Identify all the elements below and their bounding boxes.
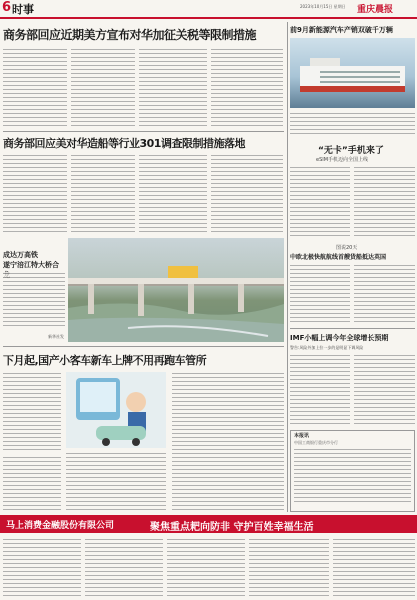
ad-banner-title: 马上消费金融股份有限公司: [6, 521, 115, 531]
second-body-col-2: [71, 154, 135, 234]
minicar-headline: 下月起,国产小客车新车上牌不用再跑车管所: [3, 354, 207, 367]
divider: [3, 131, 284, 132]
china-europe-headline: 中欧北极快航航线首艘货船抵达英国: [290, 254, 387, 261]
column-divider: [287, 22, 288, 512]
imf-body-col-1: [290, 354, 350, 424]
imf-subhead: 警告:风险外加上拉一步的是明显下调风险: [290, 345, 364, 350]
imf-body-col-2: [354, 354, 415, 424]
consumer-body-col-3: [167, 538, 245, 598]
second-body-col-3: [139, 154, 207, 234]
ad-banner: [0, 515, 417, 533]
car-ship-photo: [290, 38, 415, 108]
second-body-col-4: [211, 154, 283, 234]
lead-body-col-4: [211, 48, 283, 128]
divider: [3, 346, 284, 347]
car-illustration: [66, 372, 166, 448]
minicar-body-col-0: [3, 456, 61, 510]
car-ship-headline: 前9月新能源汽车产销双破千万辆: [290, 26, 393, 34]
bridge-caption-body: [3, 272, 65, 328]
date-line: 2023年10月15日 星期日: [300, 4, 346, 9]
brief-label: 中国工商银行重庆市分行: [294, 440, 338, 445]
minicar-caption-body: [66, 452, 166, 510]
bridge-caption-title: 成达万高铁: [3, 251, 38, 259]
cargo-ship: [290, 38, 415, 108]
section-name: 时事: [12, 3, 34, 16]
bridge-photo-credit: 新华社发: [48, 334, 64, 339]
consumer-headline: 聚焦重点耙向防非 守护百姓幸福生活: [150, 522, 314, 533]
brand-logo: 重庆晨报: [357, 5, 394, 15]
brief-title: 本报讯: [294, 433, 310, 439]
lead-body-col-1: [3, 48, 67, 128]
china-europe-body-col-2: [354, 264, 415, 324]
phone-body-col-2: [354, 166, 415, 238]
minicar-body-col-1: [3, 372, 61, 452]
lead-headline: 商务部回应近期美方宣布对华加征关税等限制措施: [3, 28, 257, 42]
phone-headline: “无卡”手机来了: [318, 146, 384, 156]
brief-body: [294, 448, 411, 504]
consumer-body-col-4: [249, 538, 329, 598]
consumer-body-col-1: [3, 538, 81, 598]
bridge-caption-title-2: 遂宁涪江特大桥合: [3, 261, 59, 269]
phone-body-col-1: [290, 166, 350, 238]
page-number: 6: [2, 0, 12, 15]
bridge-illustration: [68, 238, 284, 342]
masthead: [0, 0, 417, 16]
china-europe-body-col-1: [290, 264, 350, 324]
lead-body-col-2: [71, 48, 135, 128]
imf-headline: IMF小幅上调今年全球增长预期: [290, 334, 389, 342]
lead-body-col-3: [139, 48, 207, 128]
brief-box: [290, 430, 415, 512]
car-cartoon: [66, 372, 166, 448]
second-headline: 商务部回应美对华造船等行业301调查限制措施落地: [3, 137, 245, 150]
masthead-rule: [0, 17, 417, 19]
second-body-col-1: [3, 154, 67, 234]
phone-subhead: eSIM手机迈向全国上线: [316, 157, 369, 163]
consumer-body-col-5: [333, 538, 415, 598]
divider: [290, 328, 415, 329]
consumer-body-col-2: [85, 538, 163, 598]
china-europe-kicker: 图说20天: [336, 245, 358, 251]
minicar-body-col-2: [172, 372, 284, 510]
car-ship-body: [290, 112, 415, 134]
bridge-photo: [68, 238, 284, 342]
